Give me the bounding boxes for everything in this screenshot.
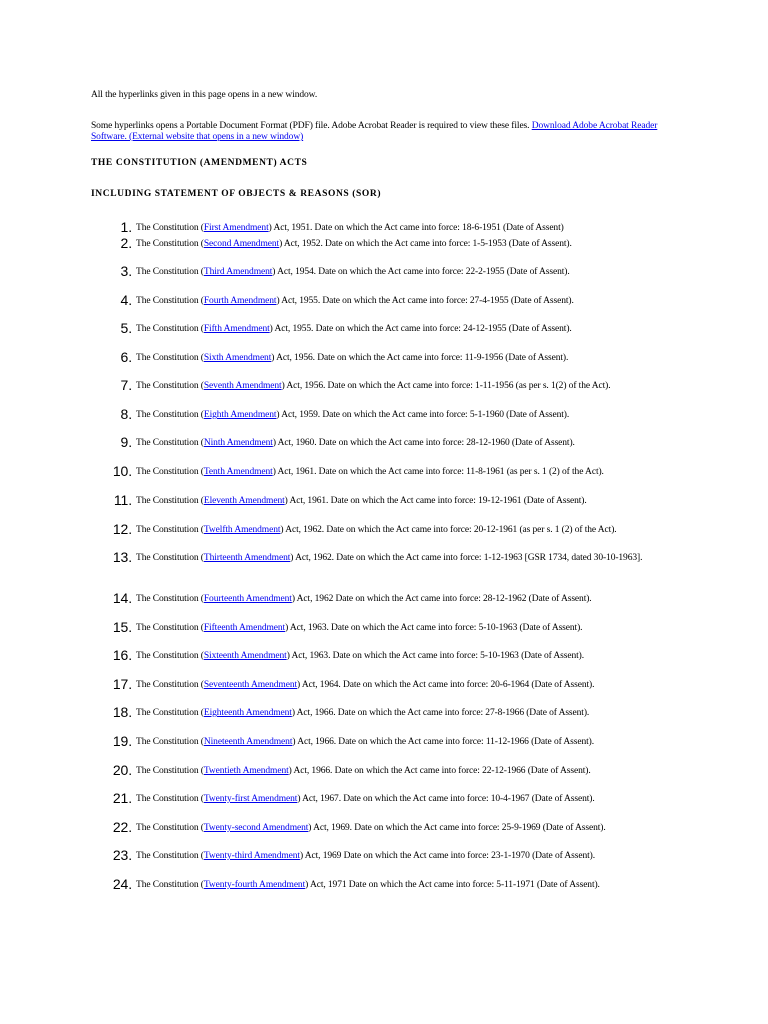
item-prefix: The Constitution ( (136, 737, 204, 747)
list-item (120, 235, 676, 251)
item-prefix: The Constitution ( (136, 708, 204, 718)
item-prefix: The Constitution ( (136, 438, 204, 448)
item-prefix: The Constitution ( (136, 823, 204, 833)
item-text: ) Act, 1955. Date on which the Act came into force: 27-4-1955 (Date of Assent). (276, 296, 574, 306)
list-item (112, 619, 676, 635)
list-item (120, 320, 676, 336)
item-prefix: The Constitution ( (136, 794, 204, 804)
list-item (112, 876, 676, 892)
item-number: 2. (120, 235, 132, 251)
amendment-link[interactable]: Sixteenth Amendment (203, 651, 287, 661)
item-number: 8. (120, 406, 132, 422)
item-number: 4. (120, 292, 132, 308)
pdf-note-text: Some hyperlinks opens a Portable Document Format (PDF) file. Adobe Acrobat Reader is required to view these files. (91, 121, 532, 131)
item-number: 23. (112, 847, 132, 863)
amendment-link[interactable]: Seventeenth Amendment (203, 680, 298, 690)
item-prefix: The Constitution ( (136, 553, 204, 563)
list-item (112, 819, 676, 835)
amendment-link[interactable]: Twelfth Amendment (203, 525, 281, 535)
item-text: ) Act, 1954. Date on which the Act came into force: 22-2-1955 (Date of Assent). (272, 267, 570, 277)
item-prefix: The Constitution ( (136, 680, 204, 690)
item-number: 10. (112, 463, 132, 479)
intro-text: All the hyperlinks given in this page opens in a new window. (91, 90, 318, 100)
item-prefix: The Constitution ( (136, 651, 204, 661)
item-number: 1. (120, 219, 132, 235)
section-heading: THE CONSTITUTION (AMENDMENT) ACTS (91, 158, 308, 168)
item-prefix: The Constitution ( (136, 594, 204, 604)
item-number: 20. (112, 762, 132, 778)
amendment-link[interactable]: Fifteenth Amendment (203, 623, 286, 633)
amendment-link[interactable]: Eighteenth Amendment (203, 708, 292, 718)
list-item (112, 463, 676, 479)
item-text: ) Act, 1962. Date on which the Act came into force: 20-12-1961 (as per s. 1 (2) of the Act). (280, 525, 617, 535)
amendment-link[interactable]: Third Amendment (203, 267, 273, 277)
item-prefix: The Constitution ( (136, 467, 204, 477)
item-prefix: The Constitution ( (136, 525, 204, 535)
amendment-link[interactable]: Ninth Amendment (203, 438, 273, 448)
item-text: ) Act, 1959. Date on which the Act came into force: 5-1-1960 (Date of Assent). (276, 410, 570, 420)
amendment-link[interactable]: Twentieth Amendment (203, 766, 289, 776)
item-text: ) Act, 1964. Date on which the Act came into force: 20-6-1964 (Date of Assent). (297, 680, 595, 690)
item-text: ) Act, 1956. Date on which the Act came into force: 11-9-1956 (Date of Assent). (271, 353, 569, 363)
item-number: 9. (120, 434, 132, 450)
item-text: ) Act, 1952. Date on which the Act came into force: 1-5-1953 (Date of Assent). (279, 239, 572, 249)
item-text: ) Act, 1971 Date on which the Act came into force: 5-11-1971 (Date of Assent). (305, 880, 600, 890)
amendment-link[interactable]: Fourth Amendment (203, 296, 277, 306)
item-number: 5. (120, 320, 132, 336)
item-number: 24. (112, 876, 132, 892)
item-number: 14. (112, 590, 132, 606)
amendment-link[interactable]: Eighth Amendment (203, 410, 277, 420)
item-prefix: The Constitution ( (136, 851, 204, 861)
item-text: ) Act, 1956. Date on which the Act came into force: 1-11-1956 (as per s. 1(2) of the Act). (281, 381, 611, 391)
item-number: 21. (112, 790, 132, 806)
item-prefix: The Constitution ( (136, 296, 204, 306)
amendment-link[interactable]: Twenty-first Amendment (203, 794, 298, 804)
item-number: 7. (120, 377, 132, 393)
list-item (112, 847, 676, 863)
list-item (120, 406, 676, 422)
item-prefix: The Constitution ( (136, 353, 204, 363)
amendment-link[interactable]: First Amendment (203, 223, 269, 233)
list-item (113, 492, 676, 508)
item-text: ) Act, 1969 Date on which the Act came into force: 23-1-1970 (Date of Assent). (299, 851, 596, 861)
item-number: 16. (112, 647, 132, 663)
amendment-link[interactable]: Twenty-fourth Amendment (203, 880, 306, 890)
amendment-link[interactable]: Tenth Amendment (203, 467, 273, 477)
amendment-link[interactable]: Eleventh Amendment (203, 496, 285, 506)
item-prefix: The Constitution ( (136, 623, 204, 633)
item-text: ) Act, 1966. Date on which the Act came into force: 22-12-1966 (Date of Assent). (288, 766, 591, 776)
list-item (112, 521, 676, 537)
item-prefix: The Constitution ( (136, 324, 204, 334)
item-text: ) Act, 1962 Date on which the Act came into force: 28-12-1962 (Date of Assent). (291, 594, 592, 604)
list-item (112, 590, 676, 606)
item-text: ) Act, 1966. Date on which the Act came into force: 11-12-1966 (Date of Assent). (292, 737, 595, 747)
item-text: ) Act, 1967. Date on which the Act came into force: 10-4-1967 (Date of Assent). (297, 794, 595, 804)
list-item (112, 647, 676, 663)
amendment-link[interactable]: Sixth Amendment (203, 353, 272, 363)
item-number: 17. (112, 676, 132, 692)
amendment-link[interactable]: Seventh Amendment (203, 381, 282, 391)
item-text: ) Act, 1951. Date on which the Act came into force: 18-6-1951 (Date of Assent) (268, 223, 564, 233)
list-item (120, 349, 676, 365)
list-item (112, 762, 676, 778)
item-prefix: The Constitution ( (136, 267, 204, 277)
item-text: ) Act, 1962. Date on which the Act came into force: 1-12-1963 [GSR 1734, dated 30-10-1963]. (290, 553, 643, 563)
item-text: ) Act, 1960. Date on which the Act came into force: 28-12-1960 (Date of Assent). (272, 438, 575, 448)
item-number: 12. (112, 521, 132, 537)
amendment-link[interactable]: Thirteenth Amendment (203, 553, 291, 563)
amendment-link[interactable]: Fifth Amendment (203, 324, 270, 334)
list-item (120, 219, 676, 235)
list-item (120, 434, 676, 450)
list-item (120, 263, 676, 279)
item-prefix: The Constitution ( (136, 381, 204, 391)
item-number: 3. (120, 263, 132, 279)
item-prefix: The Constitution ( (136, 239, 204, 249)
amendment-link[interactable]: Fourteenth Amendment (203, 594, 292, 604)
item-text: ) Act, 1969. Date on which the Act came into force: 25-9-1969 (Date of Assent). (308, 823, 606, 833)
item-prefix: The Constitution ( (136, 410, 204, 420)
list-item (112, 549, 676, 565)
amendment-link[interactable]: Second Amendment (203, 239, 280, 249)
item-number: 11. (113, 492, 132, 508)
item-number: 19. (112, 733, 132, 749)
item-prefix: The Constitution ( (136, 496, 204, 506)
amendment-link[interactable]: Nineteenth Amendment (203, 737, 293, 747)
item-text: ) Act, 1963. Date on which the Act came into force: 5-10-1963 (Date of Assent). (286, 651, 585, 661)
item-number: 13. (112, 549, 132, 565)
item-text: ) Act, 1963. Date on which the Act came into force: 5-10-1963 (Date of Assent). (285, 623, 583, 633)
item-text: ) Act, 1966. Date on which the Act came into force: 27-8-1966 (Date of Assent). (291, 708, 590, 718)
item-text: ) Act, 1961. Date on which the Act came into force: 19-12-1961 (Date of Assent). (284, 496, 587, 506)
amendment-link[interactable]: Twenty-third Amendment (203, 851, 300, 861)
item-prefix: The Constitution ( (136, 223, 204, 233)
list-item (120, 377, 676, 393)
item-prefix: The Constitution ( (136, 880, 204, 890)
item-number: 22. (112, 819, 132, 835)
item-number: 6. (120, 349, 132, 365)
section-subheading: INCLUDING STATEMENT OF OBJECTS & REASONS (SOR) (91, 189, 382, 199)
item-number: 15. (112, 619, 132, 635)
list-item (112, 790, 676, 806)
item-number: 18. (112, 704, 132, 720)
amendment-link[interactable]: Twenty-second Amendment (203, 823, 309, 833)
item-text: ) Act, 1961. Date on which the Act came into force: 11-8-1961 (as per s. 1 (2) of the Act). (272, 467, 604, 477)
list-item (120, 292, 676, 308)
item-prefix: The Constitution ( (136, 766, 204, 776)
item-text: ) Act, 1955. Date on which the Act came into force: 24-12-1955 (Date of Assent). (269, 324, 572, 334)
download-acrobat-link[interactable]: Download Adobe Acrobat Reader Software. (External website that opens in a new window) (91, 121, 658, 142)
list-item (112, 704, 676, 720)
list-item (112, 676, 676, 692)
list-item (112, 733, 676, 749)
